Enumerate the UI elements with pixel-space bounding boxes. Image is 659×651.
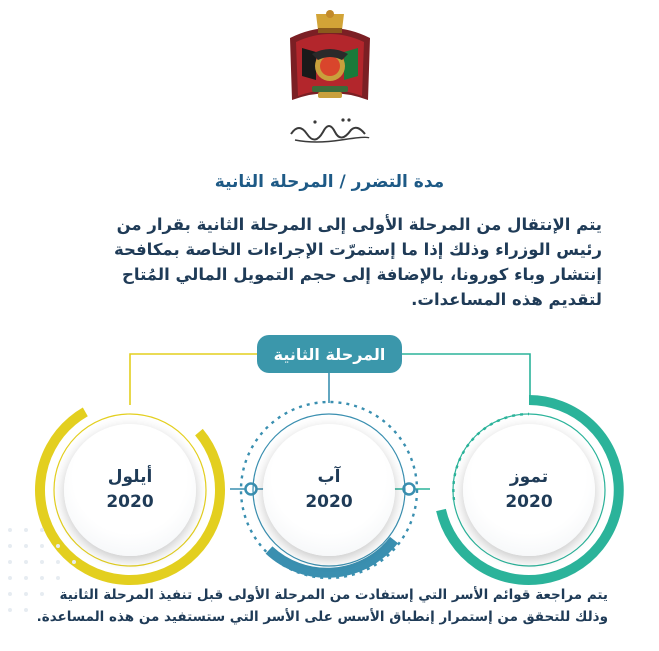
signature-calligraphy [285, 112, 375, 146]
month-year: 2020 [505, 492, 553, 512]
intro-paragraph [96, 212, 602, 312]
coat-of-arms-icon [282, 8, 378, 108]
month-name: آب [317, 467, 341, 487]
intro-line: رئيس الوزراء وذلك إذا ما إستمرّت الإجراءات الخاصة بمكافحة [113, 240, 602, 259]
month-circle-july [429, 390, 629, 590]
month-year: 2020 [305, 492, 353, 512]
phase-label: المرحلة الثانية [257, 335, 402, 373]
month-year: 2020 [106, 492, 154, 512]
month-name: أيلول [107, 467, 153, 487]
intro-line: إنتشار وباء كورونا، بالإضافة إلى حجم التمويل المالي المُتاح [121, 265, 602, 284]
footer-line: يتم مراجعة قوائم الأسر التي إستفادت من المرحلة الأولى قبل تنفيذ المرحلة الثانية [59, 587, 608, 603]
page-title: مدة التضرر / المرحلة الثانية [214, 172, 445, 192]
footer-line: وذلك للتحقق من إستمرار إنطباق الأسس على الأسر التي ستستفيد من هذه المساعدة. [36, 609, 608, 625]
intro-line: يتم الإنتقال من المرحلة الأولى إلى المرحلة الثانية بقرار من [116, 215, 602, 234]
month-name: تموز [509, 467, 549, 487]
footer-note [30, 584, 608, 628]
month-circle-august [229, 390, 429, 590]
intro-line: لتقديم هذه المساعدات. [411, 290, 602, 309]
